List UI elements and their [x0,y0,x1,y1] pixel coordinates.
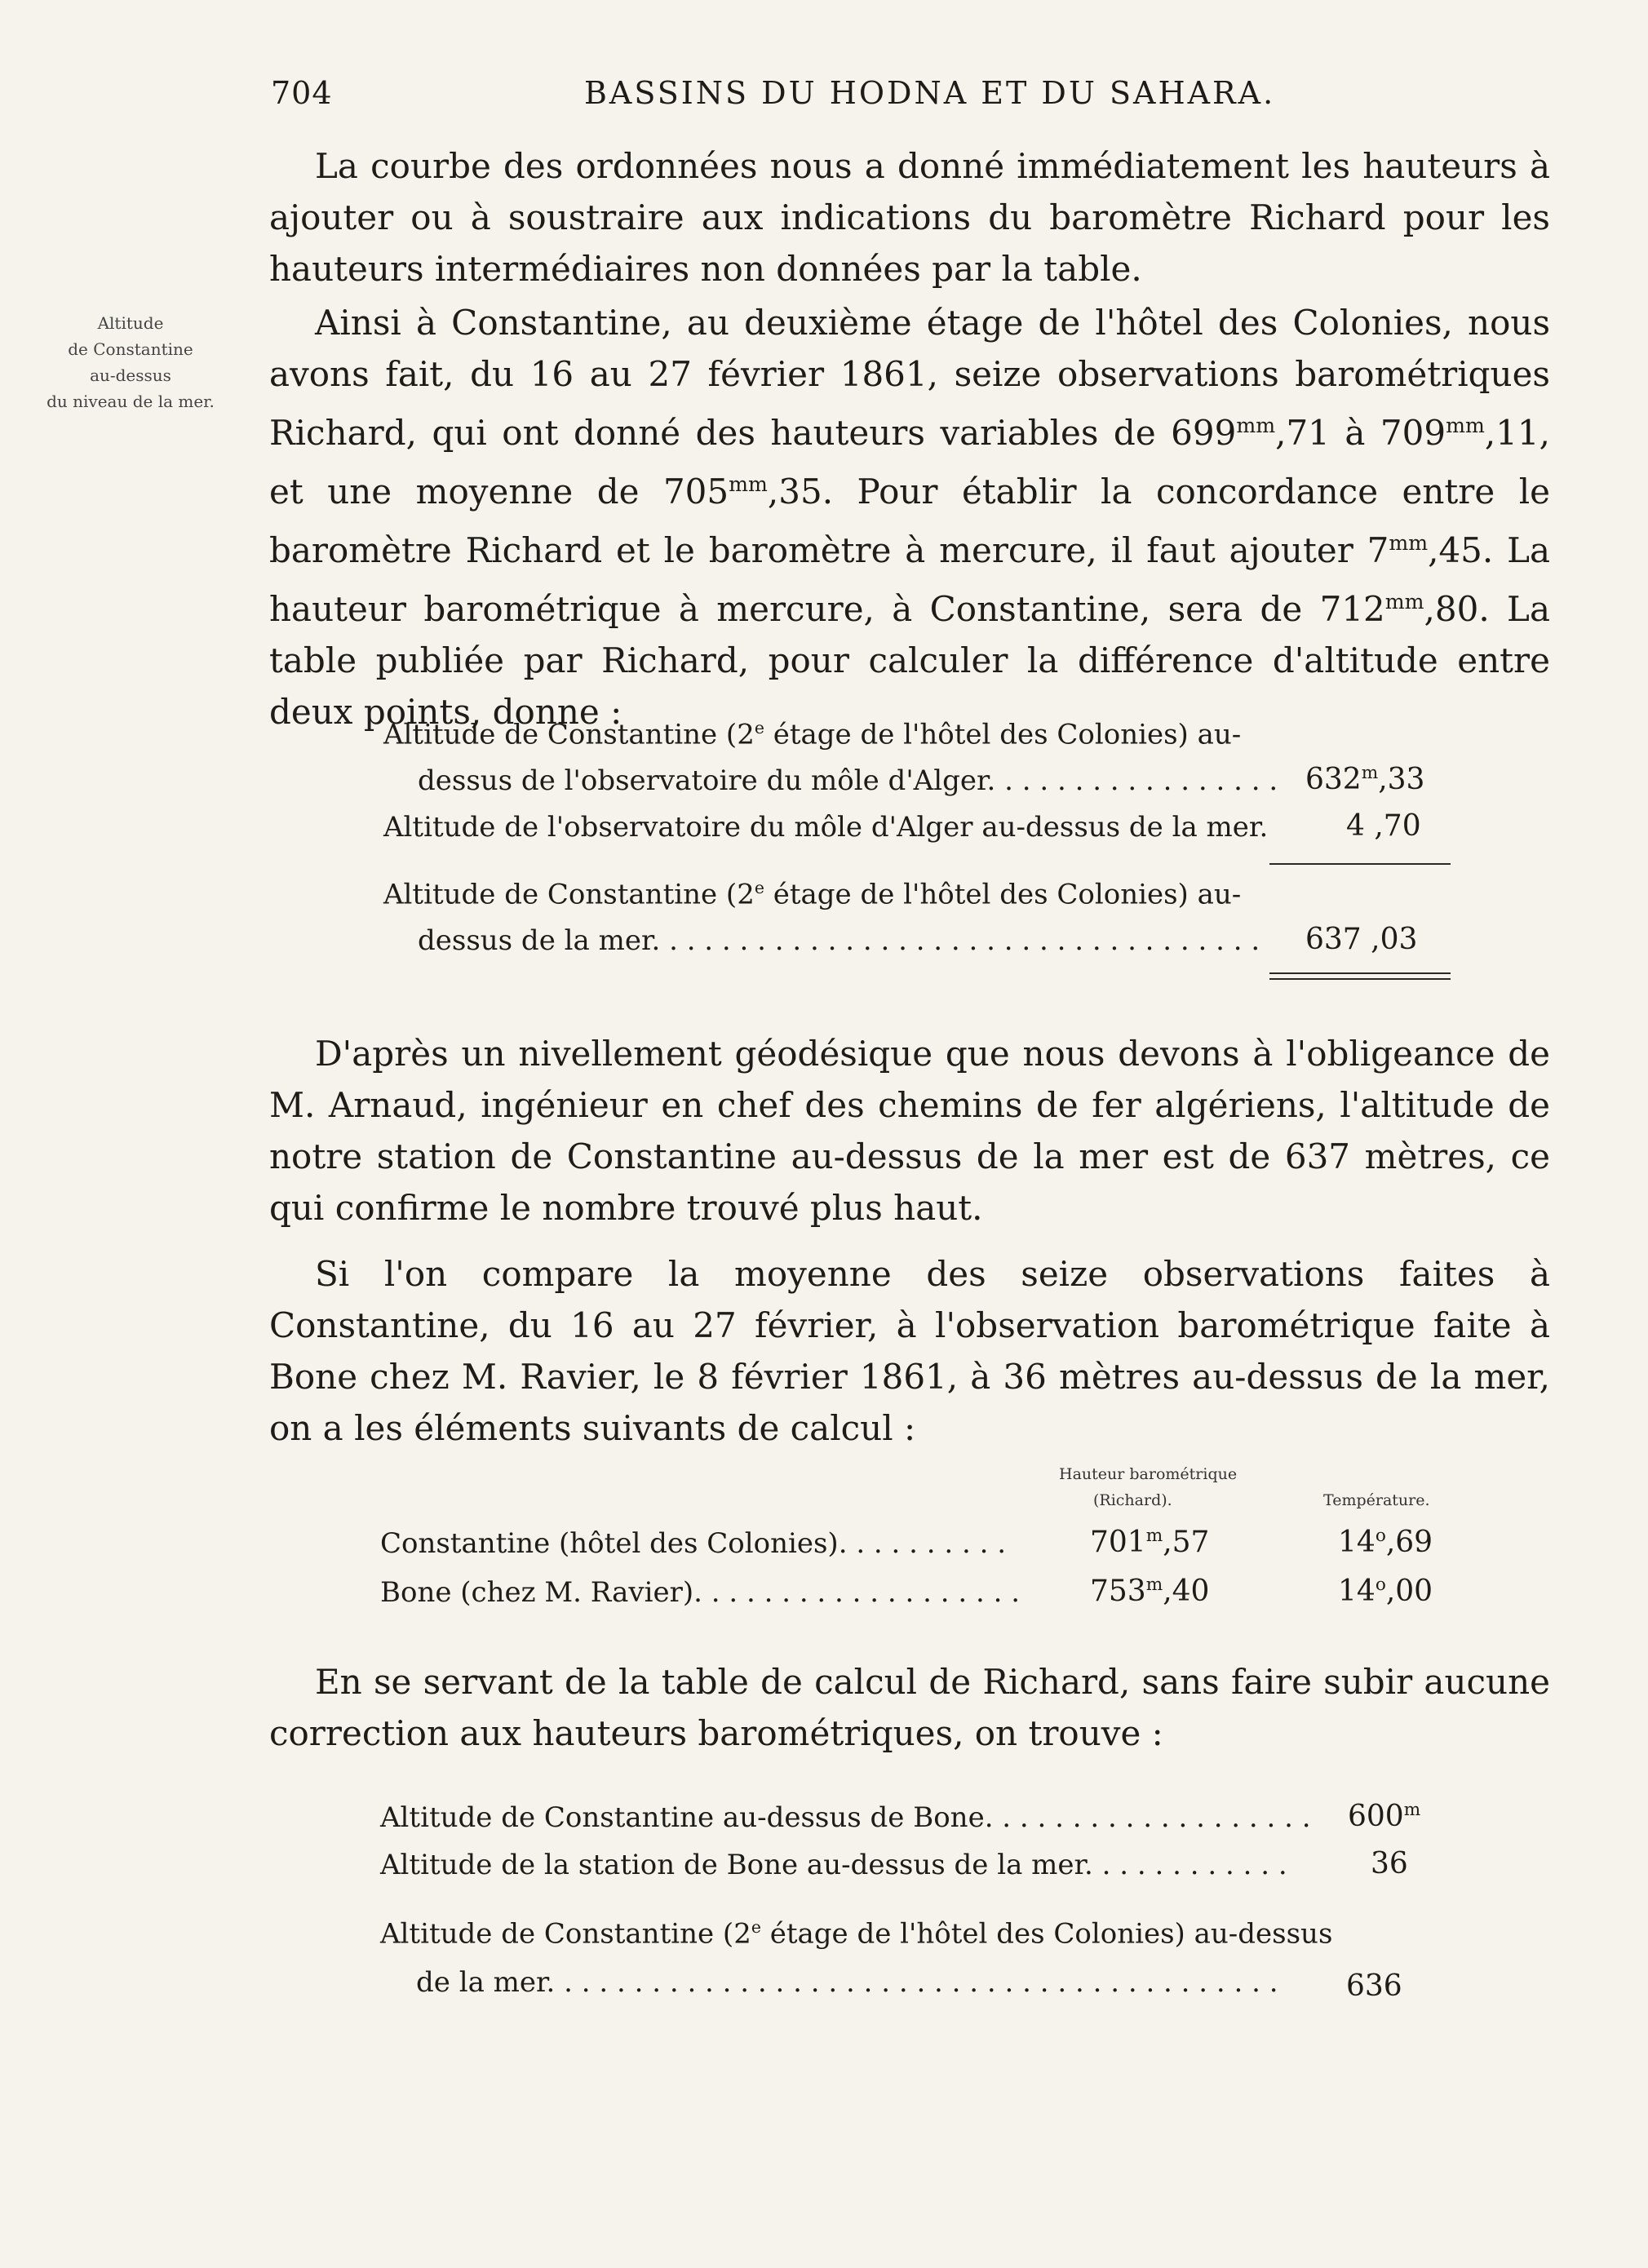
paragraph-5: En se servant de la table de calcul de Richard, sans faire subir aucune correction aux hauteurs barométriques, on trouve : [269,1662,1550,1753]
column-header-pressure: Hauteur barométrique [1059,1465,1238,1483]
paragraph-1: La courbe des ordonnées nous a donné immédiatement les hauteurs à ajouter ou à soustraire aux indications du baromètre Richard pour les hauteurs intermédiaires non données par la table. [269,146,1550,289]
temperature-value: 14$^o$,69 [1338,1526,1433,1559]
paragraph-3: D'après un nivellement géodésique que nous devons à l'obligeance de M. Arnaud, ingénieur en chef des chemins de fer algériens, l'altitude de notre station de Constantine au-dessus de la mer est de 637 mètres, ce qui confirme le nombre trouvé plus haut. [269,1034,1550,1228]
margin-note-line: du niveau de la mer. [47,392,215,411]
margin-note-line: Altitude [97,313,164,333]
text-run: ,35. Pour établir la concordance entre le baromètre Richard et le baromètre à mercure, il faut ajouter 7 [269,472,1550,570]
margin-note-line: de Constantine [68,339,193,359]
table-value: 632$^m$,33 [1305,763,1425,796]
table-value: 600$^m$ [1348,1800,1421,1833]
total-rule [1269,972,1451,980]
table-value: 4 ,70 [1346,809,1421,843]
table-value: 637 ,03 [1305,923,1418,956]
table-value: 36 [1371,1847,1408,1880]
unit-sup: mm [1384,590,1424,614]
table-value: 636 [1346,1969,1402,2003]
degree-sup: o [1375,1575,1386,1595]
unit-sup: m [1145,1526,1163,1546]
temperature-value: 14$^o$,00 [1338,1575,1433,1608]
running-title: BASSINS DU HODNA ET DU SAHARA. [584,75,1276,111]
table-row-label: Bone (chez M. Ravier). . . . . . . . . . . . . . . . . . . [380,1576,1021,1609]
unit-sup: mm [1236,414,1276,437]
unit-sup: m [1361,763,1379,783]
table-row-label: Constantine (hôtel des Colonies). . . . . . . . . . [380,1527,1007,1560]
table-row-label: Altitude de Constantine (2e étage de l'hôtel des Colonies) au- [383,718,1242,751]
pressure-value: 701$^m$,57 [1090,1526,1210,1559]
unit-sup: m [1403,1800,1421,1820]
unit-sup: mm [729,472,768,496]
table-row-label: Altitude de la station de Bone au-dessus de la mer. . . . . . . . . . . . [380,1849,1287,1881]
pressure-value: 753$^m$,40 [1090,1575,1210,1608]
unit-sup: m [1145,1575,1163,1595]
paragraph-4: Si l'on compare la moyenne des seize observations faites à Constantine, du 16 au 27 février, à l'observation barométrique faite à Bone chez M. Ravier, le 8 février 1861, à 36 mètres au-dessus de la mer, on a les éléments suivants de calcul : [269,1254,1550,1448]
superscript: e [754,878,764,897]
margin-note [33,310,228,414]
sum-rule [1269,863,1451,865]
table-row-label: de la mer. . . . . . . . . . . . . . . . . . . . . . . . . . . . . . . . . . . . . . . . . . [416,1966,1278,1999]
superscript: e [754,718,764,738]
unit-sup: mm [1389,531,1429,555]
superscript: e [751,1917,761,1937]
page-number: 704 [271,75,333,111]
text-run: ,45. La hauteur barométrique à mercure, à Constantine, sera de 712 [269,530,1550,629]
degree-sup: o [1375,1526,1386,1546]
text-run: ,71 à 709 [1275,413,1446,453]
table-row-label: Altitude de l'observatoire du môle d'Alger au-dessus de la mer. [383,811,1269,844]
column-header-pressure-sub: (Richard). [1093,1491,1172,1509]
table-row-label: dessus de l'observatoire du môle d'Alger. . . . . . . . . . . . . . . . . [418,764,1278,797]
table-row-label: Altitude de Constantine (2e étage de l'hôtel des Colonies) au-dessus [380,1917,1333,1951]
table-row-label: Altitude de Constantine (2e étage de l'hôtel des Colonies) au- [383,878,1242,911]
text-run: ,80. La table publiée par Richard, pour calculer la différence d'altitude entre deux points, donne : [269,589,1550,732]
text-run: ,11, et une moyenne de 705 [269,413,1551,512]
column-header-temperature: Température. [1323,1491,1430,1509]
text-run: Ainsi à Constantine, au deuxième étage de l'hôtel des Colonies, nous avons fait, du 16 au 27 février 1861, seize observations barométriques Richard, qui ont donné des hauteurs variables de 699 [269,303,1550,453]
paragraph-2 [269,297,1550,738]
unit-sup: mm [1446,414,1485,437]
table-row-label: Altitude de Constantine au-dessus de Bone. . . . . . . . . . . . . . . . . . . [380,1801,1311,1834]
table-row-label: dessus de la mer. . . . . . . . . . . . . . . . . . . . . . . . . . . . . . . . . . . [418,924,1260,957]
margin-note-line: au-dessus [90,365,171,385]
